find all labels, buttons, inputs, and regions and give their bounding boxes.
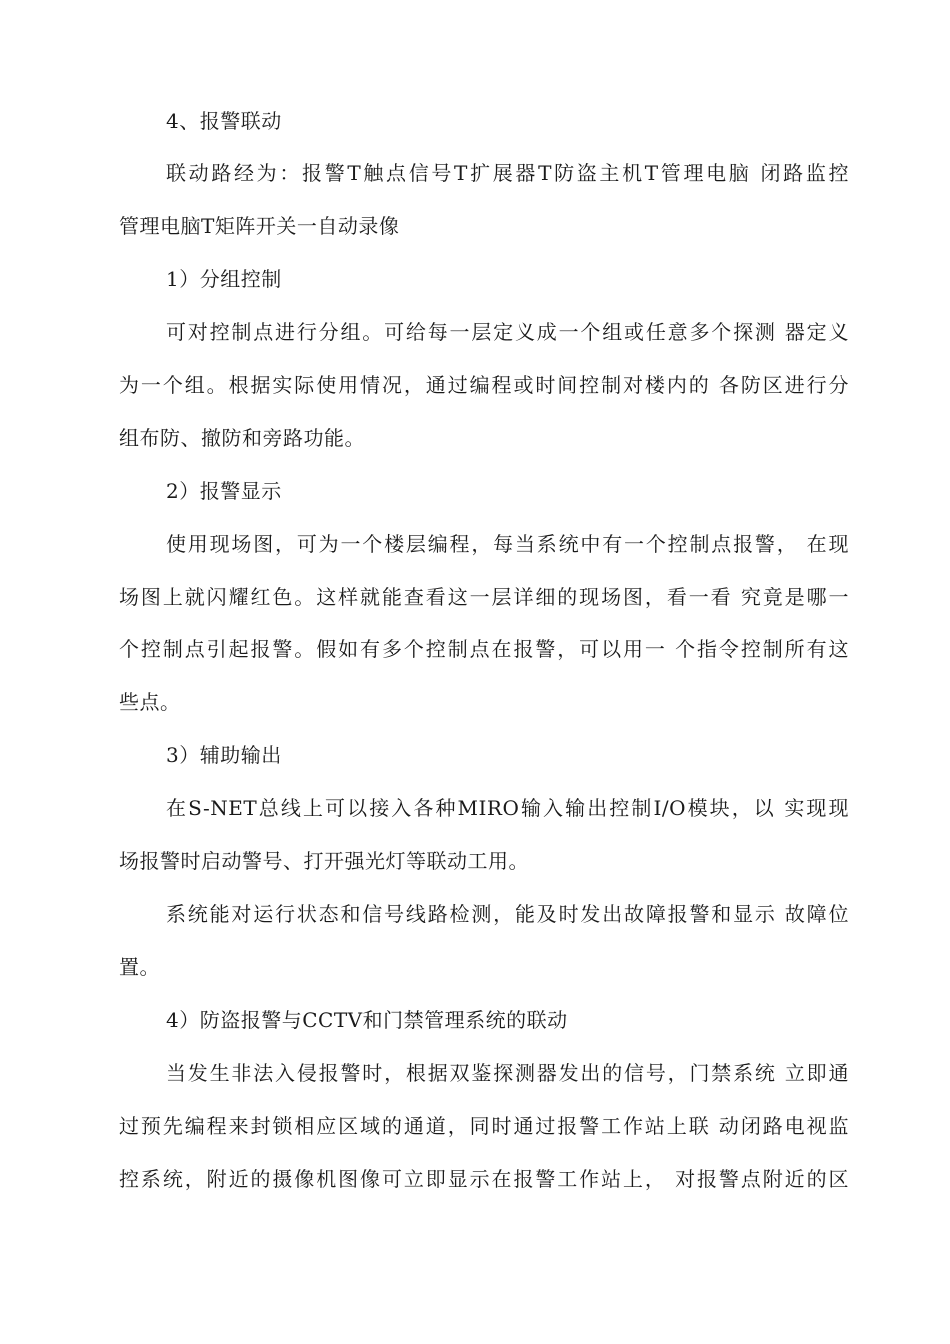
paragraph-line: 些点。 (119, 690, 181, 714)
paragraph-line: 控系统，附近的摄像机图像可立即显示在报警工作站上， 对报警点附近的区 (119, 1167, 849, 1191)
paragraph-line: 系统能对运行状态和信号线路检测，能及时发出故障报警和显示 故障位 (166, 902, 849, 926)
subsection-heading: 3）辅助输出 (166, 743, 282, 767)
subsection-heading: 2）报警显示 (166, 479, 282, 503)
paragraph-line: 组布防、撤防和旁路功能。 (119, 426, 365, 450)
paragraph-line: 使用现场图，可为一个楼层编程，每当系统中有一个控制点报警， 在现 (166, 532, 849, 556)
paragraph-line: 个控制点引起报警。假如有多个控制点在报警，可以用一 个指令控制所有这 (119, 637, 849, 661)
paragraph-line: 当发生非法入侵报警时，根据双鉴探测器发出的信号，门禁系统 立即通 (166, 1061, 849, 1085)
paragraph-line: 置。 (119, 955, 160, 979)
section-heading: 4、报警联动 (166, 109, 282, 133)
paragraph-line: 场图上就闪耀红色。这样就能查看这一层详细的现场图，看一看 究竟是哪一 (119, 585, 849, 609)
paragraph-line: 可对控制点进行分组。可给每一层定义成一个组或任意多个探测 器定义 (166, 320, 849, 344)
subsection-heading: 1）分组控制 (166, 267, 282, 291)
subsection-heading: 4）防盗报警与CCTV和门禁管理系统的联动 (166, 1008, 568, 1032)
paragraph-line: 管理电脑T矩阵开关一自动录像 (119, 214, 400, 238)
paragraph-line: 过预先编程来封锁相应区域的通道，同时通过报警工作站上联 动闭路电视监 (119, 1114, 849, 1138)
paragraph-line: 联动路经为：报警T触点信号T扩展器T防盗主机T管理电脑 闭路监控 (166, 161, 849, 185)
paragraph-line: 场报警时启动警号、打开强光灯等联动工用。 (119, 849, 529, 873)
paragraph-line: 在S-NET总线上可以接入各种MIRO输入输出控制I/O模块，以 实现现 (166, 796, 849, 820)
paragraph-line: 为一个组。根据实际使用情况，通过编程或时间控制对楼内的 各防区进行分 (119, 373, 849, 397)
